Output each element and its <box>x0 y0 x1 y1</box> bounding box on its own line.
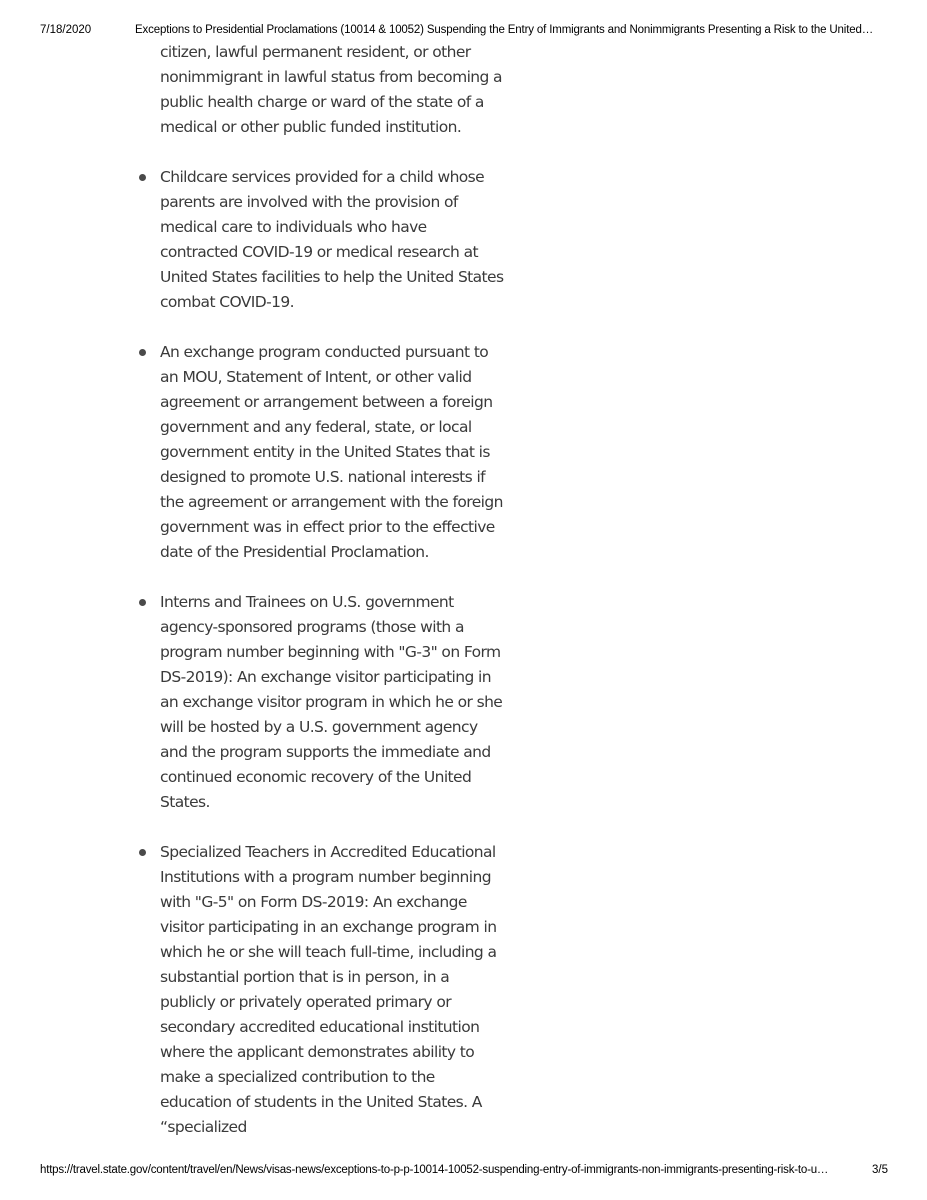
list-item-text: Specialized Teachers in Accredited Educational Institutions with a program number beginning with "G-5" on Form DS-2019: An exchange visitor participating in an exchange program in which he or she will teach full-time, including a substantial portion that is in person, in a publicly or privately operated primary or secondary accredited educational institution where the applicant demonstrates ability to make a specialized contribution to the education of students in the United States. A “specialized <box>160 843 497 1136</box>
list-item-text: citizen, lawful permanent resident, or other nonimmigrant in lawful status from becoming a public health charge or ward of the state of a medical or other public funded institution. <box>160 43 502 136</box>
list-item <box>136 40 506 140</box>
print-page-title: Exceptions to Presidential Proclamations (10014 & 10052) Suspending the Entry of Immigrants and Nonimmigrants Presenting a Risk to the United… <box>135 24 874 36</box>
list-item-text: Childcare services provided for a child whose parents are involved with the provision of medical care to individuals who have contracted COVID-19 or medical research at United States facilities to help the United States combat COVID-19. <box>160 168 504 311</box>
list-item-text: An exchange program conducted pursuant to an MOU, Statement of Intent, or other valid agreement or arrangement between a foreign government and any federal, state, or local government entity in the United States that is designed to promote U.S. national interests if the agreement or arrangement with the foreign government was in effect prior to the effective date of the Presidential Proclamation. <box>160 343 503 561</box>
bullet-icon <box>139 849 146 856</box>
list-item <box>136 340 506 565</box>
print-footer <box>34 1164 893 1180</box>
exception-list <box>136 40 506 1140</box>
list-item <box>136 840 506 1140</box>
print-header <box>34 24 893 40</box>
list-item <box>136 165 506 315</box>
print-date: 7/18/2020 <box>40 24 92 36</box>
page-url: https://travel.state.gov/content/travel/en/News/visas-news/exceptions-to-p-p-10014-10052-suspending-entry-of-immigrants-non-immigrants-presenting-risk-to-u… <box>40 1164 829 1176</box>
bullet-icon <box>139 349 146 356</box>
page-number: 3/5 <box>872 1164 888 1176</box>
bullet-icon <box>139 599 146 606</box>
article-content <box>136 40 506 1156</box>
list-item-text: Interns and Trainees on U.S. government agency-sponsored programs (those with a program number beginning with "G-3" on Form DS-2019): An exchange visitor participating in an exchange visitor program in which he or she will be hosted by a U.S. government agency and the program supports the immediate and continued economic recovery of the United States. <box>160 593 503 811</box>
bullet-icon <box>139 174 146 181</box>
list-item <box>136 590 506 815</box>
